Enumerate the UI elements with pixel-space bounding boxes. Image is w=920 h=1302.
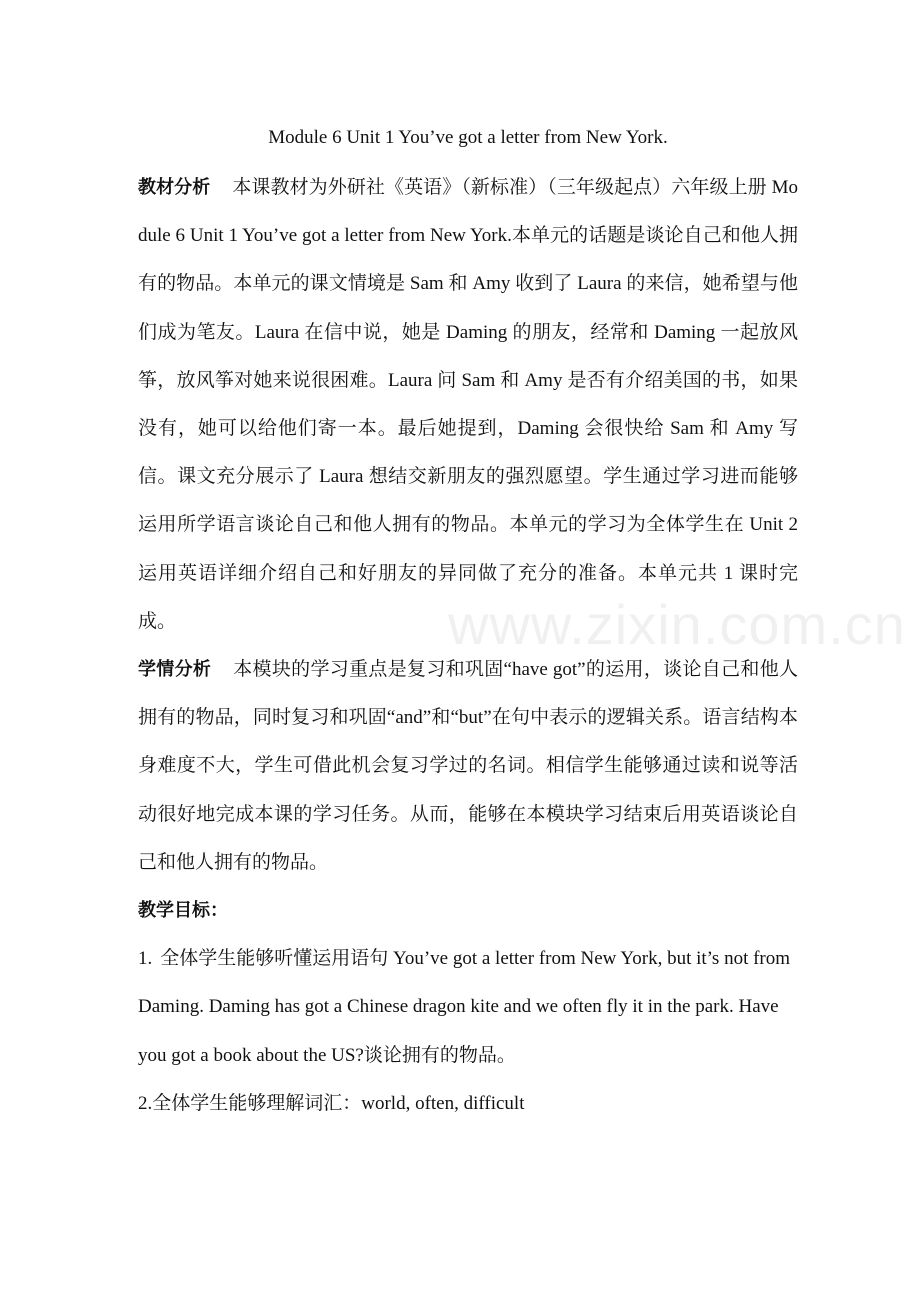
watermark: www.zixin.com.cn — [448, 593, 906, 656]
student-analysis-paragraph — [138, 646, 798, 887]
goal-number: 2. — [138, 1092, 153, 1114]
goal-number: 1. — [138, 948, 153, 970]
textbook-analysis-paragraph — [138, 164, 798, 646]
goals-heading: 教学目标： — [138, 900, 228, 922]
goal-text: 全体学生能够理解词汇：world, often, difficult — [152, 1092, 525, 1114]
document-title: Module 6 Unit 1 You’ve got a letter from New York. — [268, 127, 668, 148]
textbook-analysis-label: 教材分析 — [138, 177, 211, 198]
goal-item-2 — [138, 1080, 798, 1128]
goal-text: 全体学生能够听懂运用语句 You’ve got a letter from New York, but it’s not from Daming. Daming has got a Chinese dragon kite and we often fly it in the park. Have you got a book about the US?谈论拥有的物品。 — [138, 948, 791, 1066]
goal-item-1 — [138, 935, 798, 1080]
student-analysis-text: 本模块的学习重点是复习和巩固“have got”的运用，谈论自己和他人拥有的物品，同时复习和巩固“and”和“but”在句中表示的逻辑关系。语言结构本身难度不大，学生可借此机会复习学过的名词。相信学生能够通过读和说等活动很好地完成本课的学习任务。从而，能够在本模块学习结束后用英语谈论自己和他人拥有的物品。 — [138, 659, 799, 873]
document-page — [138, 118, 798, 1128]
textbook-analysis-text: 本课教材为外研社《英语》（新标准）（三年级起点）六年级上册 Module 6 Unit 1 You’ve got a letter from New York.本单元的话题是谈论自己和他人拥有的物品。本单元的课文情境是 Sam 和 Amy 收到了 Laura 的来信，她希望与他们成为笔友。Laura 在信中说，她是 Daming 的朋友，经常和 Daming 一起放风筝，放风筝对她来说很困难。Laura 问 Sam 和 Amy 是否有介绍美国的书，如果没有，她可以给他们寄一本。最后她提到，Daming 会很快给 Sam 和 Amy 写信。课文充分展示了 Laura 想结交新朋友的强烈愿望。学生通过学习进而能够运用所学语言谈论自己和他人拥有的物品。本单元的学习为全体学生在 Unit 2 运用英语详细介绍自己和好朋友的异同做了充分的准备。本单元共 1 课时完成。 — [138, 177, 798, 632]
student-analysis-label: 学情分析 — [138, 659, 212, 681]
